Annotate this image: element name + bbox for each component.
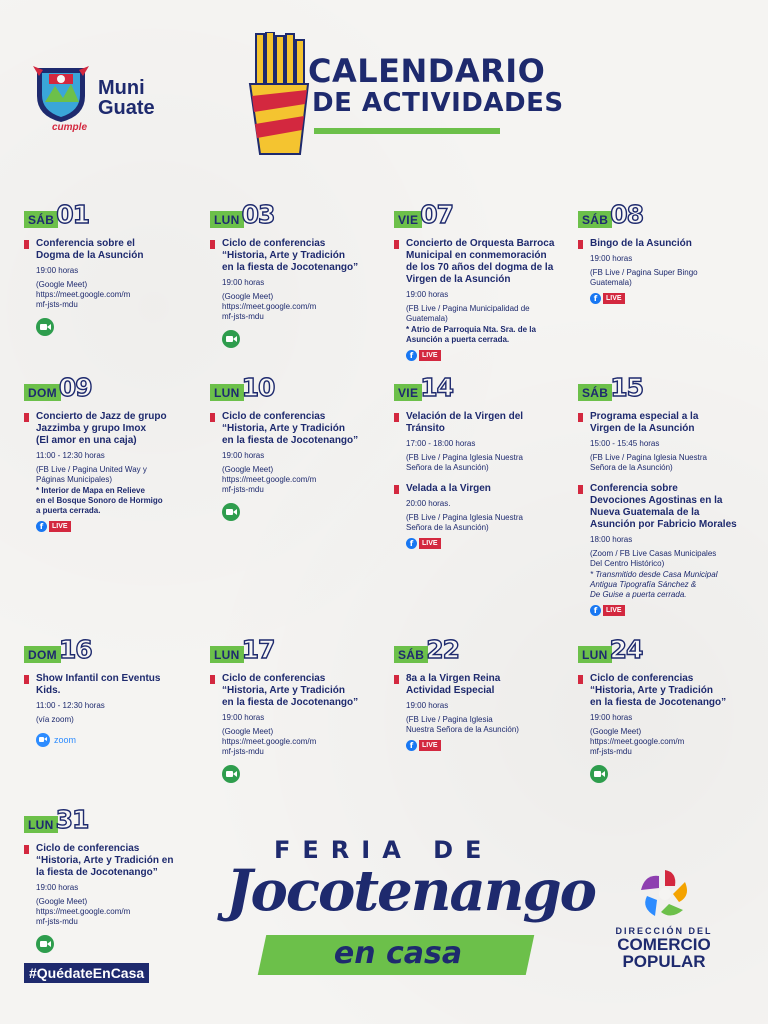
- event-time: 19:00 horas: [222, 278, 265, 287]
- event-item: [394, 411, 564, 473]
- google-meet-icon[interactable]: [222, 330, 240, 348]
- page-title: [308, 54, 564, 118]
- google-meet-icon[interactable]: [36, 318, 54, 336]
- dept-line2: COMERCIO: [617, 935, 711, 954]
- tagline: cumple: [52, 122, 88, 133]
- day-header: [578, 635, 748, 663]
- event-platform: (Google Meet) https://meet.google.com/m mf-jsts-mdu: [222, 727, 317, 756]
- day-header: [210, 200, 380, 228]
- event-title: Conferencia sobre el Dogma de la Asunción: [36, 238, 144, 261]
- title-underline: [314, 128, 500, 134]
- event-item: [24, 843, 194, 953]
- title-line2: DE ACTIVIDADES: [312, 88, 564, 118]
- dept-name: [604, 936, 724, 970]
- day-number: 09: [58, 373, 92, 402]
- event-time: 19:00 horas: [590, 254, 633, 263]
- event-platform: (FB Live / Pagina Iglesia Nuestra Señora de la Asunción): [406, 715, 519, 734]
- event-item: [210, 411, 380, 521]
- facebook-icon: f: [406, 740, 417, 751]
- day-number: 01: [56, 200, 90, 229]
- weekday-label: VIE: [394, 384, 422, 401]
- event-title: 8a a la Virgen Reina Actividad Especial: [406, 673, 501, 696]
- event-time: 19:00 horas: [222, 451, 265, 460]
- event-item: [578, 673, 748, 783]
- zoom-icon: [36, 733, 50, 747]
- event-platform: (FB Live / Pagina Iglesia Nuestra Señora de la Asunción): [406, 513, 523, 532]
- event-time: 11:00 - 12:30 horas: [36, 701, 105, 710]
- google-meet-icon[interactable]: [222, 503, 240, 521]
- event-title: Ciclo de conferencias “Historia, Arte y Tradición en la fiesta de Jocotenango”: [222, 238, 359, 273]
- event-time: 20:00 horas.: [406, 499, 451, 508]
- day-number: 17: [241, 635, 275, 664]
- event-title: Conferencia sobre Devociones Agostinas en la Nueva Guatemala de la Asunción por Fabricio Morales: [590, 483, 737, 530]
- event-platform: (Google Meet) https://meet.google.com/m mf-jsts-mdu: [590, 727, 685, 756]
- facebook-icon: f: [406, 538, 417, 549]
- event-platform: (Google Meet) https://meet.google.com/m mf-jsts-mdu: [36, 280, 131, 309]
- day-header: [578, 373, 748, 401]
- event-platform: (Google Meet) https://meet.google.com/m mf-jsts-mdu: [222, 292, 317, 321]
- day-number: 24: [609, 635, 643, 664]
- event-platform: (FB Live / Pagina Municipalidad de Guatemala): [406, 304, 530, 323]
- city-shield-icon: [33, 62, 89, 124]
- day-block: [24, 200, 194, 336]
- day-block: [210, 373, 380, 521]
- event-platform: (FB Live / Pagina Iglesia Nuestra Señora de la Asunción): [406, 453, 523, 472]
- weekday-label: SÁB: [578, 384, 612, 401]
- event-time: 18:00 horas: [590, 535, 633, 544]
- day-header: [24, 200, 194, 228]
- event-title: Concierto de Jazz de grupo Jazzimba y grupo Imox (El amor en una caja): [36, 411, 167, 446]
- event-platform: (FB Live / Pagina Super Bingo Guatemala): [590, 268, 698, 287]
- event-item: [578, 411, 748, 473]
- facebook-live-link[interactable]: [406, 350, 564, 361]
- weekday-label: LUN: [210, 384, 244, 401]
- event-platform: (Zoom / FB Live Casas Municipales Del Centro Histórico): [590, 549, 717, 568]
- day-block: [578, 200, 748, 304]
- google-meet-icon[interactable]: [222, 765, 240, 783]
- event-platform: (FB Live / Pagina Iglesia Nuestra Señora de la Asunción): [590, 453, 707, 472]
- event-title: Programa especial a la Virgen de la Asunción: [590, 411, 699, 434]
- day-block: [394, 635, 564, 751]
- event-time: 11:00 - 12:30 horas: [36, 451, 105, 460]
- day-block: [210, 200, 380, 348]
- day-header: [394, 635, 564, 663]
- live-badge: LIVE: [419, 740, 441, 751]
- day-header: [394, 373, 564, 401]
- day-number: 08: [610, 200, 644, 229]
- day-number: 15: [610, 373, 644, 402]
- event-time: 17:00 - 18:00 horas: [406, 439, 476, 448]
- hashtag-badge: #QuédateEnCasa: [24, 963, 149, 983]
- day-number: 14: [420, 373, 454, 402]
- dept-line3: POPULAR: [622, 952, 706, 971]
- muniguate-logo: [30, 58, 180, 138]
- weekday-label: SÁB: [578, 211, 612, 228]
- event-time: 19:00 horas: [222, 713, 265, 722]
- day-number: 03: [241, 200, 275, 229]
- facebook-icon: f: [406, 350, 417, 361]
- google-meet-icon[interactable]: [36, 935, 54, 953]
- event-item: [24, 411, 194, 532]
- day-header: [578, 200, 748, 228]
- weekday-label: DOM: [24, 384, 61, 401]
- weekday-label: LUN: [24, 816, 58, 833]
- weekday-label: DOM: [24, 646, 61, 663]
- event-title: Concierto de Orquesta Barroca Municipal en conmemoración de los 70 años del dogma de la Virgen de la Asunción: [406, 238, 555, 285]
- facebook-icon: f: [590, 293, 601, 304]
- event-title: Velada a la Virgen: [406, 483, 491, 494]
- event-item: [394, 483, 564, 549]
- event-title: Ciclo de conferencias “Historia, Arte y Tradición en la fiesta de Jocotenango”: [222, 411, 359, 446]
- day-block: [394, 373, 564, 549]
- weekday-label: LUN: [578, 646, 612, 663]
- event-item: [24, 673, 194, 747]
- day-block: [210, 635, 380, 783]
- event-platform: (vía zoom): [36, 715, 74, 724]
- live-badge: LIVE: [419, 538, 441, 549]
- zoom-link[interactable]: [36, 733, 194, 747]
- event-title: Ciclo de conferencias “Historia, Arte y Tradición en la fiesta de Jocotenango”: [590, 673, 727, 708]
- day-header: [210, 635, 380, 663]
- event-item: [578, 238, 748, 304]
- event-title: Ciclo de conferencias “Historia, Arte y Tradición en la fiesta de Jocotenango”: [36, 843, 174, 878]
- day-block: [24, 635, 194, 747]
- event-title: Show Infantil con Eventus Kids.: [36, 673, 161, 696]
- facebook-icon: f: [590, 605, 601, 616]
- weekday-label: LUN: [210, 211, 244, 228]
- facebook-live-link[interactable]: [406, 538, 564, 549]
- event-title: Velación de la Virgen del Tránsito: [406, 411, 524, 434]
- event-item: [210, 238, 380, 348]
- event-platform: (Google Meet) https://meet.google.com/m mf-jsts-mdu: [222, 465, 317, 494]
- facebook-live-link[interactable]: [590, 605, 748, 616]
- jocotenango-title: Jocotenango: [226, 858, 596, 924]
- org-name-line1: Muni: [98, 77, 145, 99]
- live-badge: LIVE: [49, 521, 71, 532]
- en-casa-text: en casa: [333, 936, 463, 971]
- day-header: [24, 805, 194, 833]
- google-meet-icon[interactable]: [590, 765, 608, 783]
- day-block: [24, 805, 194, 953]
- org-name: [98, 78, 155, 118]
- zoom-label: zoom: [54, 735, 77, 745]
- event-title: Bingo de la Asunción: [590, 238, 692, 249]
- day-number: 07: [420, 200, 454, 229]
- dept-line1: DIRECCIÓN DEL: [615, 926, 713, 936]
- facebook-icon: f: [36, 521, 47, 532]
- day-block: [578, 373, 748, 616]
- event-item: [24, 238, 194, 336]
- day-header: [24, 373, 194, 401]
- event-time: 19:00 horas: [36, 266, 79, 275]
- facebook-live-link[interactable]: [590, 293, 748, 304]
- day-header: [210, 373, 380, 401]
- event-time: 19:00 horas: [406, 290, 449, 299]
- weekday-label: SÁB: [394, 646, 428, 663]
- event-title: Ciclo de conferencias “Historia, Arte y Tradición en la fiesta de Jocotenango”: [222, 673, 359, 708]
- event-time: 19:00 horas: [36, 883, 79, 892]
- day-number: 16: [58, 635, 92, 664]
- org-name-line2: Guate: [98, 97, 155, 119]
- day-block: [394, 200, 564, 361]
- event-item: [394, 238, 564, 361]
- weekday-label: VIE: [394, 211, 422, 228]
- live-badge: LIVE: [603, 605, 625, 616]
- event-time: 19:00 horas: [406, 701, 449, 710]
- weekday-label: SÁB: [24, 211, 58, 228]
- day-header: [394, 200, 564, 228]
- live-badge: LIVE: [603, 293, 625, 304]
- event-item: [210, 673, 380, 783]
- fries-cup-icon: [246, 32, 312, 158]
- event-platform: (Google Meet) https://meet.google.com/m mf-jsts-mdu: [36, 897, 131, 926]
- colorful-swirl-icon: [640, 868, 690, 920]
- event-platform: (FB Live / Pagina United Way y Páginas Municipales): [36, 465, 147, 484]
- live-badge: LIVE: [419, 350, 441, 361]
- event-time: 19:00 horas: [590, 713, 633, 722]
- facebook-live-link[interactable]: [36, 521, 194, 532]
- event-location-note: * Atrio de Parroquia Nta. Sra. de la Asunción a puerta cerrada.: [406, 325, 536, 344]
- weekday-label: LUN: [210, 646, 244, 663]
- facebook-live-link[interactable]: [406, 740, 564, 751]
- event-location-note: * Interior de Mapa en Relieve en el Bosque Sonoro de Hormigo a puerta cerrada.: [36, 486, 163, 515]
- event-location-note: * Transmitido desde Casa Municipal Antigua Tipografía Sánchez & De Guise a puerta cerrada.: [590, 570, 718, 599]
- feria-heading: FERIA DE: [274, 836, 494, 864]
- day-number: 31: [55, 805, 89, 834]
- day-number: 10: [241, 373, 275, 402]
- title-line1: CALENDARIO: [308, 52, 546, 90]
- day-block: [578, 635, 748, 783]
- event-item: [394, 673, 564, 751]
- event-time: 15:00 - 15:45 horas: [590, 439, 660, 448]
- day-block: [24, 373, 194, 532]
- day-number: 22: [426, 635, 460, 664]
- day-header: [24, 635, 194, 663]
- event-item: [578, 483, 748, 616]
